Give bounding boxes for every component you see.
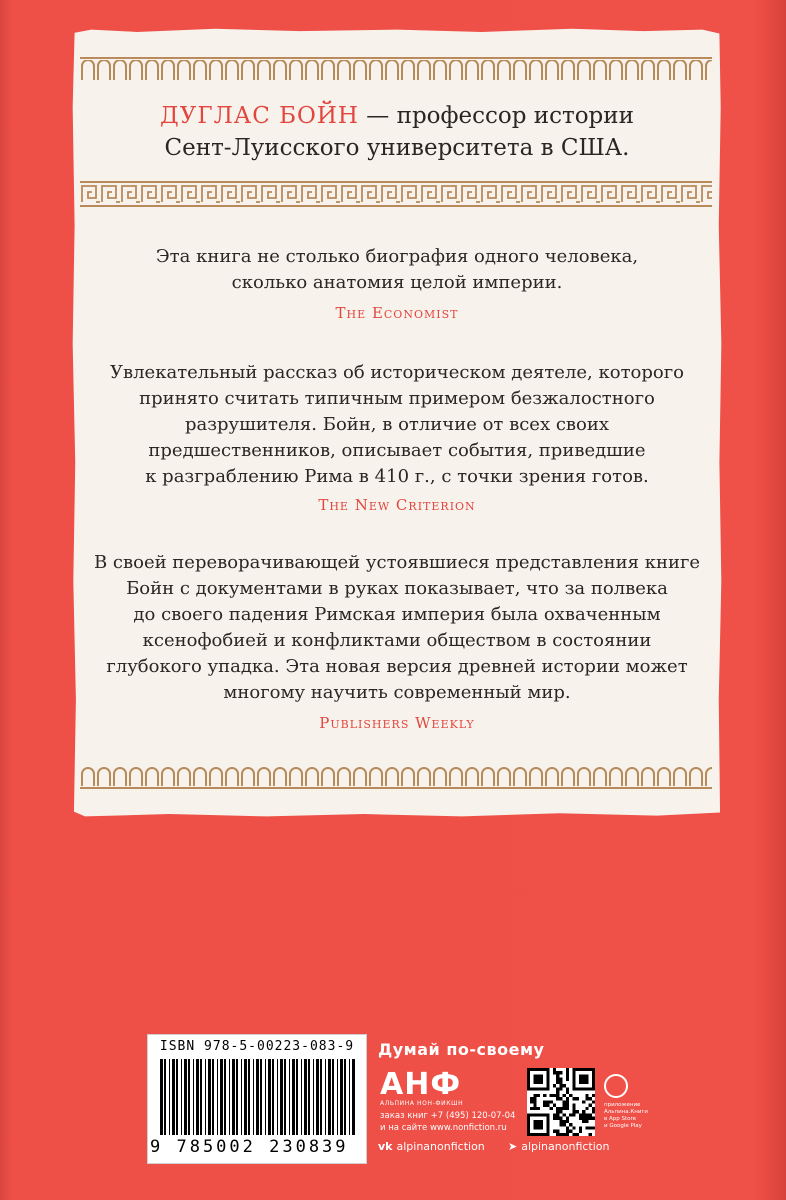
quote-1 <box>72 244 722 296</box>
barcode-bar <box>344 1059 346 1135</box>
telegram-link[interactable] <box>508 1140 610 1153</box>
qr-module <box>563 1107 566 1110</box>
publisher-logo <box>380 1068 470 1098</box>
barcode-bar <box>200 1059 202 1135</box>
qr-module <box>559 1123 562 1126</box>
qr-module <box>572 1110 575 1113</box>
qr-module <box>572 1107 575 1110</box>
barcode-bar <box>349 1059 350 1135</box>
bio-line-2: Сент-Луисского университета в США. <box>164 135 630 161</box>
qr-module <box>556 1078 559 1081</box>
qr-module <box>559 1081 562 1084</box>
qr-module <box>579 1113 582 1116</box>
qr-code <box>527 1068 595 1136</box>
qr-module <box>553 1104 556 1107</box>
qr-module <box>566 1074 569 1077</box>
barcode-bar <box>241 1059 242 1135</box>
qr-module <box>566 1104 569 1107</box>
barcode-bar <box>256 1059 259 1135</box>
qr-module <box>559 1087 562 1090</box>
barcode-bar <box>268 1059 271 1135</box>
vk-icon: vk <box>378 1140 393 1153</box>
qr-module <box>559 1078 562 1081</box>
qr-module <box>559 1107 562 1110</box>
barcode-bar <box>181 1059 182 1135</box>
qr-module <box>592 1126 595 1129</box>
qr-module <box>563 1120 566 1123</box>
qr-module <box>585 1126 588 1129</box>
barcode-bar <box>296 1059 298 1135</box>
qr-module <box>556 1097 559 1100</box>
qr-module <box>530 1097 533 1100</box>
qr-module <box>569 1123 572 1126</box>
qr-module <box>556 1130 559 1133</box>
qr-module <box>589 1113 592 1116</box>
app-line: в App Store <box>604 1116 637 1122</box>
barcode-bar <box>328 1059 331 1135</box>
qr-module <box>563 1123 566 1126</box>
qr-module <box>566 1091 569 1094</box>
qr-module <box>559 1120 562 1123</box>
qr-module <box>563 1113 566 1116</box>
qr-module <box>566 1130 569 1133</box>
barcode-bar <box>188 1059 190 1135</box>
barcode-bar <box>208 1059 211 1135</box>
publisher-name: АЛЬПИНА НОН-ФИКШН <box>380 1100 464 1107</box>
qr-module <box>566 1078 569 1081</box>
top-frieze-ornament <box>80 56 712 82</box>
qr-module <box>530 1107 533 1110</box>
qr-module <box>563 1094 566 1097</box>
qr-module <box>563 1084 566 1087</box>
qr-module <box>576 1097 579 1100</box>
qr-module <box>572 1126 575 1129</box>
barcode-bar <box>340 1059 343 1135</box>
qr-module <box>576 1110 579 1113</box>
barcode-bar <box>352 1059 355 1135</box>
qr-module <box>579 1117 582 1120</box>
qr-module <box>589 1097 592 1100</box>
quote-line: Бойн с документами в руках показывает, что за полвека <box>126 578 668 599</box>
qr-module <box>533 1074 543 1084</box>
barcode-bar <box>205 1059 206 1135</box>
barcode-bars <box>160 1059 356 1135</box>
barcode-bar <box>325 1059 326 1135</box>
qr-module <box>533 1120 543 1130</box>
qr-module <box>553 1071 556 1074</box>
qr-module <box>553 1094 556 1097</box>
qr-module <box>559 1097 562 1100</box>
qr-module <box>537 1107 540 1110</box>
qr-module <box>566 1097 569 1100</box>
qr-module <box>566 1120 569 1123</box>
author-bio <box>72 100 722 164</box>
qr-module <box>572 1113 575 1116</box>
barcode-bar <box>184 1059 187 1135</box>
qr-module <box>582 1100 585 1103</box>
qr-module <box>537 1094 540 1097</box>
qr-module <box>553 1117 556 1120</box>
barcode-bar <box>217 1059 218 1135</box>
qr-module <box>585 1107 588 1110</box>
qr-module <box>566 1071 569 1074</box>
qr-module <box>559 1110 562 1113</box>
qr-module <box>585 1113 588 1116</box>
qr-module <box>566 1087 569 1090</box>
qr-module <box>563 1104 566 1107</box>
qr-module <box>550 1107 553 1110</box>
barcode-bar <box>289 1059 290 1135</box>
quote-line: предшественников, описывает события, приведшие <box>148 440 646 461</box>
qr-module <box>582 1110 585 1113</box>
qr-module <box>556 1071 559 1074</box>
qr-module <box>585 1117 588 1120</box>
qr-module <box>585 1120 588 1123</box>
quote-source: The Economist <box>335 304 459 322</box>
qr-module <box>553 1113 556 1116</box>
app-line: и Google Play <box>604 1123 642 1129</box>
qr-module <box>553 1068 556 1071</box>
barcode-bar <box>220 1059 223 1135</box>
qr-module <box>589 1117 592 1120</box>
qr-module <box>589 1133 592 1136</box>
barcode-bar <box>248 1059 250 1135</box>
barcode-bar <box>292 1059 295 1135</box>
barcode-bar <box>224 1059 226 1135</box>
qr-module <box>566 1133 569 1136</box>
quote-line: Эта книга не столько биография одного человека, <box>155 246 639 267</box>
barcode-bar <box>196 1059 199 1135</box>
qr-module <box>566 1126 569 1129</box>
barcode <box>147 1034 367 1164</box>
qr-module <box>572 1133 575 1136</box>
barcode-bar <box>236 1059 238 1135</box>
qr-module <box>553 1130 556 1133</box>
qr-module <box>543 1094 546 1097</box>
barcode-number: 9 785002 230839 <box>150 1137 349 1157</box>
qr-module <box>556 1094 559 1097</box>
qr-module <box>592 1117 595 1120</box>
barcode-bar <box>280 1059 283 1135</box>
app-logo-icon <box>604 1074 628 1098</box>
bottom-frieze-ornament <box>80 764 712 790</box>
barcode-bar <box>265 1059 266 1135</box>
barcode-bar <box>308 1059 310 1135</box>
barcode-bar <box>320 1059 322 1135</box>
qr-module <box>546 1100 549 1103</box>
barcode-bar <box>304 1059 307 1135</box>
qr-module <box>553 1084 556 1087</box>
qr-module <box>559 1133 562 1136</box>
bio-line-1: — профессор истории <box>359 103 634 129</box>
barcode-bar <box>172 1059 175 1135</box>
qr-module <box>582 1113 585 1116</box>
greek-key-ornament <box>80 180 712 208</box>
qr-module <box>566 1068 569 1071</box>
qr-module <box>592 1094 595 1097</box>
logo-text: АНФ <box>380 1068 462 1098</box>
app-info <box>604 1102 648 1130</box>
qr-module <box>533 1107 536 1110</box>
quote-line: до своего падения Римская империя была охваченным <box>133 604 661 625</box>
qr-module <box>566 1117 569 1120</box>
qr-module <box>556 1074 559 1077</box>
qr-module <box>556 1091 559 1094</box>
qr-module <box>592 1107 595 1110</box>
barcode-bar <box>212 1059 214 1135</box>
quote-3 <box>72 550 722 706</box>
barcode-bar <box>272 1059 274 1135</box>
barcode-bar <box>313 1059 314 1135</box>
barcode-bar <box>164 1059 166 1135</box>
quote-source: Publishers Weekly <box>319 714 475 732</box>
qr-module <box>559 1117 562 1120</box>
qr-module <box>563 1133 566 1136</box>
quote-line: разрушителя. Бойн, в отличие от всех своих <box>184 414 610 435</box>
qr-module <box>543 1100 546 1103</box>
barcode-bar <box>332 1059 334 1135</box>
barcode-bar <box>229 1059 230 1135</box>
barcode-bar <box>253 1059 254 1135</box>
qr-module <box>533 1100 536 1103</box>
qr-module <box>569 1130 572 1133</box>
qr-module <box>546 1104 549 1107</box>
order-site: и на сайте www.nonfiction.ru <box>380 1123 507 1133</box>
app-line: приложение <box>604 1102 641 1108</box>
quote-line: сколько анатомия целой империи. <box>231 272 563 293</box>
qr-module <box>589 1104 592 1107</box>
barcode-bar <box>316 1059 319 1135</box>
quote-line: глубокого упадка. Эта новая версия древней истории может <box>106 656 688 677</box>
qr-module <box>563 1100 566 1103</box>
quote-line: ксенофобией и конфликтами обществом в состоянии <box>142 630 652 651</box>
isbn-text: ISBN 978-5-00223-083-9 <box>159 1039 355 1054</box>
qr-module <box>533 1094 536 1097</box>
qr-module <box>559 1071 562 1074</box>
qr-module <box>579 1074 589 1084</box>
qr-module <box>550 1100 553 1103</box>
quote-line: Увлекательный рассказ об историческом деятеле, которого <box>109 362 684 383</box>
quote-line: к разграблению Рима в 410 г., с точки зрения готов. <box>145 466 649 487</box>
barcode-bar <box>260 1059 262 1135</box>
quote-2 <box>72 360 722 490</box>
qr-module <box>530 1100 533 1103</box>
barcode-bar <box>176 1059 178 1135</box>
author-name: ДУГЛАС БОЙН <box>160 103 359 129</box>
barcode-bar <box>193 1059 194 1135</box>
qr-module <box>589 1126 592 1129</box>
qr-module <box>556 1113 559 1116</box>
publisher-slogan: Думай по-своему <box>378 1040 545 1059</box>
vk-link[interactable] <box>378 1140 485 1153</box>
quote-source: The New Criterion <box>318 496 476 514</box>
qr-module <box>572 1104 575 1107</box>
barcode-bar <box>284 1059 286 1135</box>
qr-module <box>572 1097 575 1100</box>
qr-module <box>582 1117 585 1120</box>
quote-line: многому научить современный мир. <box>223 682 571 703</box>
qr-module <box>556 1081 559 1084</box>
barcode-bar <box>277 1059 278 1135</box>
qr-module <box>579 1126 582 1129</box>
barcode-bar <box>160 1059 163 1135</box>
qr-module <box>556 1110 559 1113</box>
app-line: Альпина.Книги <box>604 1109 648 1115</box>
order-info <box>380 1110 515 1134</box>
barcode-bar <box>337 1059 338 1135</box>
qr-module <box>566 1100 569 1103</box>
qr-module <box>556 1087 559 1090</box>
qr-module <box>585 1097 588 1100</box>
qr-module <box>569 1113 572 1116</box>
qr-module <box>582 1120 585 1123</box>
qr-module <box>543 1104 546 1107</box>
vk-handle: alpinanonfiction <box>396 1140 485 1153</box>
order-phone: заказ книг +7 (495) 120-07-04 <box>380 1111 516 1121</box>
barcode-bar <box>232 1059 235 1135</box>
qr-module <box>556 1117 559 1120</box>
quote-line: В своей переворачивающей устоявшиеся представления книге <box>93 552 701 573</box>
qr-module <box>585 1094 588 1097</box>
quote-line: принято считать типичным примером безжалостного <box>139 388 655 409</box>
qr-module <box>592 1110 595 1113</box>
barcode-bar <box>301 1059 302 1135</box>
telegram-handle: alpinanonfiction <box>521 1140 610 1153</box>
barcode-bar <box>169 1059 170 1135</box>
qr-module <box>579 1130 582 1133</box>
qr-module <box>569 1094 572 1097</box>
qr-module <box>533 1104 536 1107</box>
barcode-bar <box>244 1059 247 1135</box>
qr-module <box>550 1094 553 1097</box>
telegram-icon: ➤ <box>508 1140 518 1153</box>
qr-module <box>592 1100 595 1103</box>
qr-module <box>566 1107 569 1110</box>
qr-module <box>556 1107 559 1110</box>
qr-module <box>533 1097 536 1100</box>
qr-module <box>559 1084 562 1087</box>
qr-module <box>576 1133 579 1136</box>
qr-module <box>556 1133 559 1136</box>
